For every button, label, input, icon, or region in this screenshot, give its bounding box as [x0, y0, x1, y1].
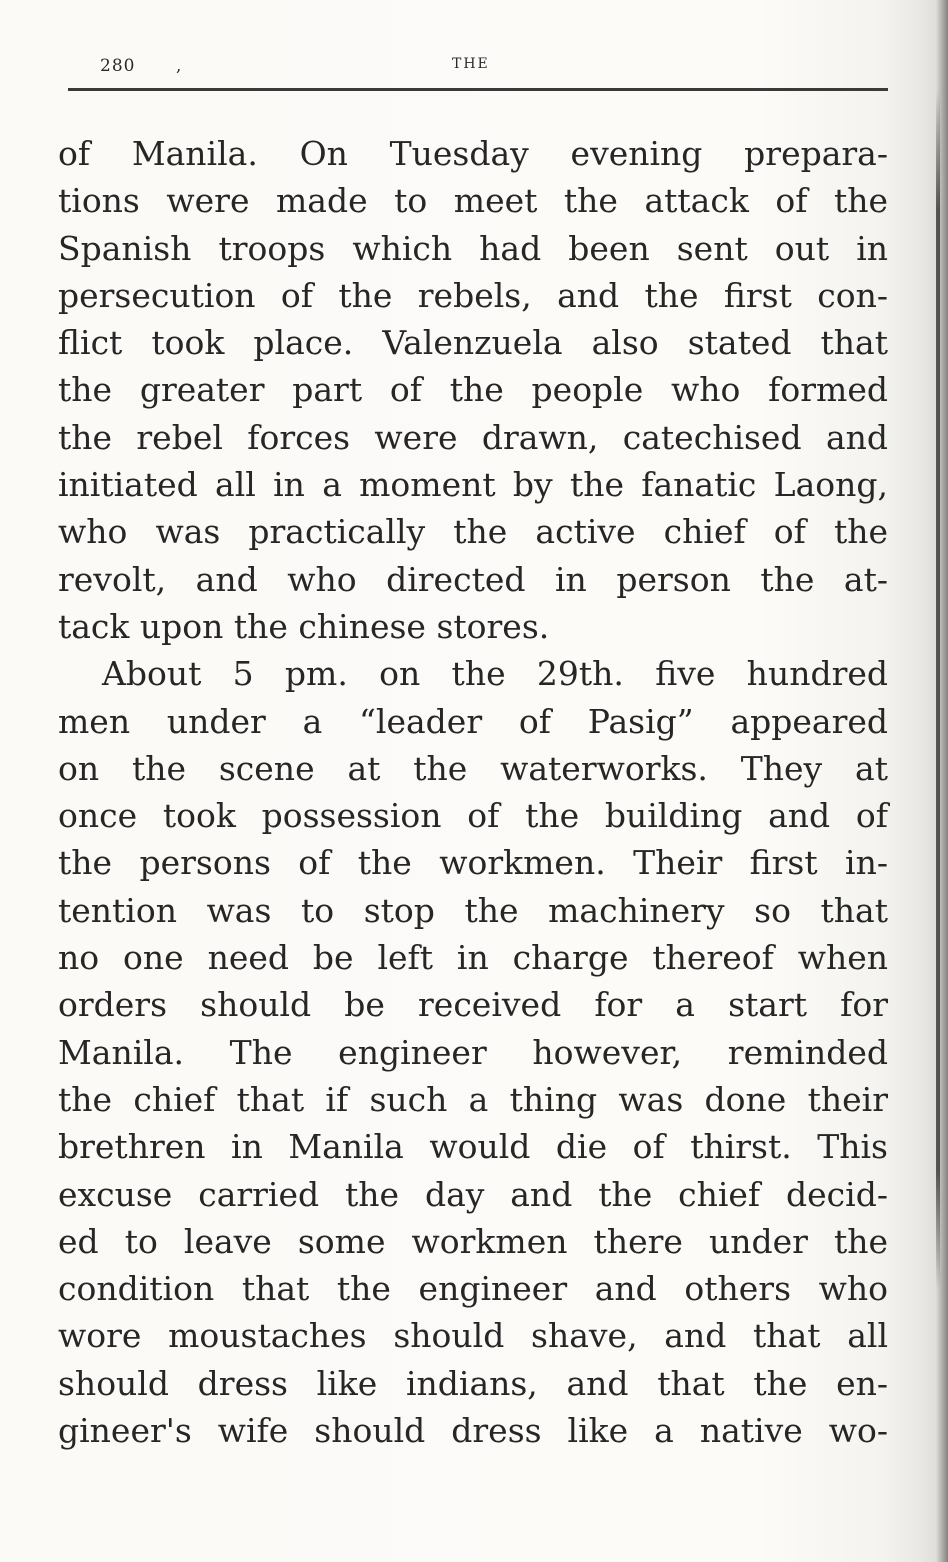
- text-line: flict took place. Valenzuela also stated that: [58, 323, 888, 363]
- text-line: brethren in Manila would die of thirst. This: [58, 1127, 888, 1167]
- text-line: tions were made to meet the attack of the: [58, 181, 888, 221]
- text-line: on the scene at the waterworks. They at: [58, 748, 888, 788]
- text-line: the rebel forces were drawn, catechised and: [58, 417, 888, 457]
- text-line: the chief that if such a thing was done their: [58, 1079, 888, 1119]
- running-title: THE: [452, 56, 490, 72]
- running-head: [100, 52, 890, 82]
- text-line: tention was to stop the machinery so that: [58, 890, 888, 930]
- text-line: who was practically the active chief of the: [58, 512, 888, 552]
- text-line: revolt, and who directed in person the at-: [58, 559, 888, 599]
- text-line: men under a “leader of Pasig” appeared: [58, 701, 888, 741]
- text-line: no one need be left in charge thereof when: [58, 938, 888, 978]
- text-line: About 5 pm. on the 29th. five hundred: [102, 654, 888, 694]
- text-line: excuse carried the day and the chief decid-: [58, 1174, 888, 1214]
- text-line: Manila. The engineer however, reminded: [58, 1032, 888, 1072]
- text-line: the greater part of the people who formed: [58, 370, 888, 410]
- text-line: Spanish troops which had been sent out in: [58, 228, 888, 268]
- text-line: the persons of the workmen. Their first in-: [58, 843, 888, 883]
- text-line: wore moustaches should shave, and that all: [58, 1316, 888, 1356]
- text-line: gineer's wife should dress like a native wo-: [58, 1411, 888, 1451]
- text-line: ed to leave some workmen there under the: [58, 1221, 888, 1261]
- text-line: orders should be received for a start for: [58, 985, 888, 1025]
- head-mark: ,: [176, 56, 183, 76]
- text-line: of Manila. On Tuesday evening prepara-: [58, 134, 888, 173]
- header-rule: [68, 88, 888, 91]
- text-line: once took possession of the building and of: [58, 796, 888, 836]
- text-line: condition that the engineer and others who: [58, 1269, 888, 1309]
- text-line: should dress like indians, and that the en-: [58, 1363, 888, 1403]
- text-line: tack upon the chinese stores.: [58, 606, 550, 646]
- text-line: persecution of the rebels, and the first con-: [58, 275, 888, 315]
- binding-edge: [936, 90, 940, 1290]
- body-text: [58, 130, 888, 1454]
- text-line: initiated all in a moment by the fanatic Laong,: [58, 465, 888, 505]
- page-number: 280: [100, 56, 136, 76]
